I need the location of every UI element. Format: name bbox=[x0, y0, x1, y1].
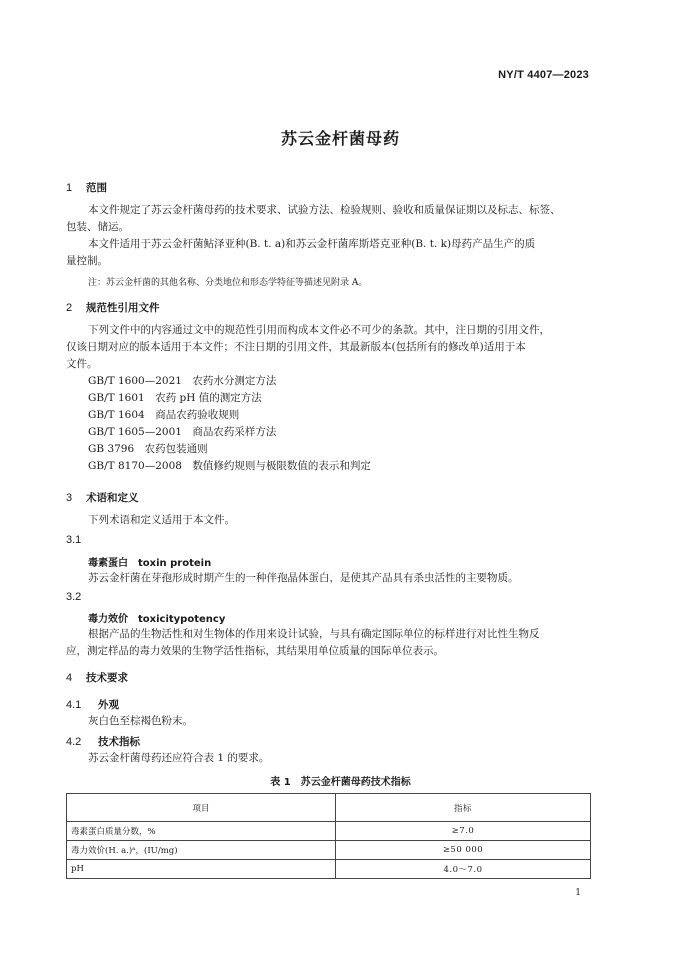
term-3-2-title: 毒力效价 toxicitypotency bbox=[88, 614, 226, 625]
table-row bbox=[67, 860, 591, 879]
table-caption: 表 1 苏云金杆菌母药技术指标 bbox=[270, 777, 411, 788]
term-3-1-title: 毒素蛋白 toxin protein bbox=[88, 558, 212, 569]
sec1-para1-line2: 包装、储运。 bbox=[66, 221, 129, 233]
row-item: 毒素蛋白质量分数，% bbox=[67, 822, 336, 841]
row-value: 4.0～7.0 bbox=[336, 860, 591, 879]
section-1-heading bbox=[66, 180, 107, 195]
ref-item: GB 3796 农药包装通则 bbox=[88, 443, 208, 455]
sec1-para1-line1: 本文件规定了苏云金杆菌母药的技术要求、试验方法、检验规则、验收和质量保证期以及标志、标签、 bbox=[88, 204, 561, 216]
sec1-note: 注：苏云金杆菌的其他名称、分类地位和形态学特征等描述见附录 A。 bbox=[88, 278, 368, 288]
table-row bbox=[67, 822, 591, 841]
row-item: pH bbox=[67, 860, 336, 879]
spec-table bbox=[66, 793, 591, 879]
subsection-4-1-number: 4.1 bbox=[66, 699, 82, 711]
sec2-para-line3: 文件。 bbox=[66, 358, 98, 370]
ref-item: GB/T 1600—2021 农药水分测定方法 bbox=[88, 375, 277, 387]
sec1-para2-line1: 本文件适用于苏云金杆菌鲇泽亚种(B. t. a)和苏云金杆菌库斯塔克亚种(B. t. k)母药产品生产的质 bbox=[88, 238, 536, 250]
subsection-4-2-number: 4.2 bbox=[66, 736, 82, 748]
term-3-2-number: 3.2 bbox=[66, 591, 82, 603]
spec-intro-text: 苏云金杆菌母药还应符合表 1 的要求。 bbox=[88, 752, 270, 764]
section-4-title: 技术要求 bbox=[86, 672, 128, 684]
term-3-1-definition: 苏云金杆菌在芽孢形成时期产生的一种伴孢晶体蛋白，是使其产品具有杀虫活性的主要物质。 bbox=[88, 572, 519, 584]
term-3-2-definition-line1: 根据产品的生物活性和对生物体的作用来设计试验，与具有确定国际单位的标样进行对比性生物反 bbox=[88, 628, 540, 640]
section-3-number: 3 bbox=[66, 492, 73, 504]
row-item: 毒力效价(H. a.)ᵃ，(IU/mg) bbox=[67, 841, 336, 860]
header-item: 项目 bbox=[67, 794, 336, 822]
row-value: ≥50 000 bbox=[336, 841, 591, 860]
section-2-number: 2 bbox=[66, 302, 73, 314]
section-1-number: 1 bbox=[66, 182, 73, 194]
subsection-4-2-title: 技术指标 bbox=[98, 736, 140, 748]
ref-item: GB/T 1604 商品农药验收规则 bbox=[88, 409, 240, 421]
subsection-4-1-heading bbox=[66, 697, 119, 712]
table-header-row bbox=[67, 794, 591, 822]
ref-item: GB/T 1601 农药 pH 值的测定方法 bbox=[88, 392, 262, 404]
sec3-intro: 下列术语和定义适用于本文件。 bbox=[88, 514, 235, 526]
row-value: ≥7.0 bbox=[336, 822, 591, 841]
subsection-4-2-heading bbox=[66, 734, 140, 749]
section-2-title: 规范性引用文件 bbox=[86, 302, 160, 314]
page-number: 1 bbox=[575, 888, 581, 898]
header-index: 指标 bbox=[336, 794, 591, 822]
sec1-para2-line2: 量控制。 bbox=[66, 255, 108, 267]
section-3-heading bbox=[66, 490, 139, 505]
subsection-4-1-title: 外观 bbox=[98, 699, 119, 711]
standard-number: NY/T 4407—2023 bbox=[498, 69, 589, 81]
term-3-2-definition-line2: 应，测定样品的毒力效果的生物学活性指标，其结果用单位质量的国际单位表示。 bbox=[66, 645, 444, 657]
sec2-para-line2: 仅该日期对应的版本适用于本文件；不注日期的引用文件，其最新版本(包括所有的修改单)适用于本 bbox=[66, 341, 526, 353]
document-title: 苏云金杆菌母药 bbox=[280, 129, 400, 148]
section-2-heading bbox=[66, 300, 160, 315]
section-1-title: 范围 bbox=[86, 182, 107, 194]
section-4-heading bbox=[66, 670, 128, 685]
appearance-text: 灰白色至棕褐色粉末。 bbox=[88, 715, 193, 727]
section-3-title: 术语和定义 bbox=[86, 492, 139, 504]
table-row bbox=[67, 841, 591, 860]
term-3-1-number: 3.1 bbox=[66, 534, 82, 546]
sec2-para-line1: 下列文件中的内容通过文中的规范性引用而构成本文件必不可少的条款。其中，注日期的引用文件， bbox=[88, 324, 550, 336]
ref-item: GB/T 8170—2008 数值修约规则与极限数值的表示和判定 bbox=[88, 460, 371, 472]
ref-item: GB/T 1605—2001 商品农药采样方法 bbox=[88, 426, 277, 438]
section-4-number: 4 bbox=[66, 672, 73, 684]
